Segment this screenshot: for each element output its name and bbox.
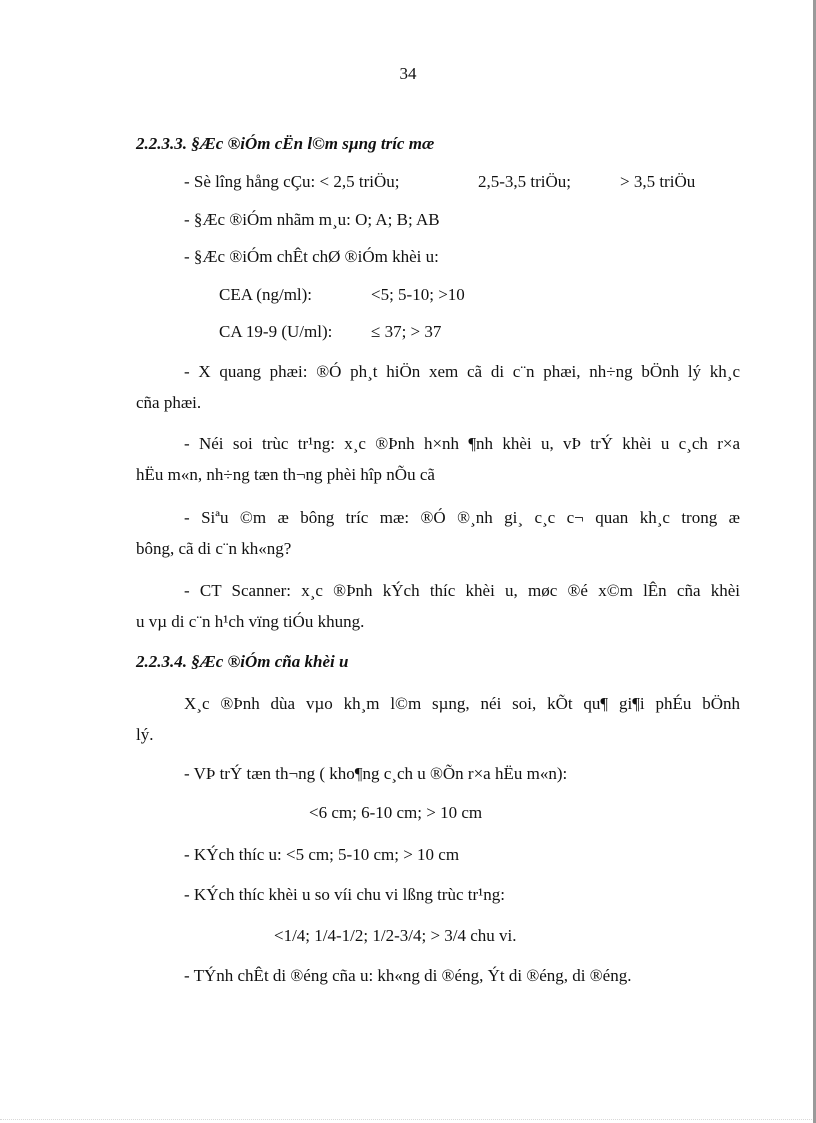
- paragraph-line: bông, cã di c¨n kh«ng?: [136, 539, 292, 558]
- paragraph-ct-scanner: [136, 575, 740, 637]
- cea-label: CEA (ng/ml):: [219, 285, 313, 304]
- paragraph-xray: [136, 356, 740, 418]
- list-item-location-values: <6 cm; 6-10 cm; > 10 cm: [309, 803, 483, 822]
- paragraph-line: - Néi soi trùc tr¹ng: x¸c ®Þnh h×nh ¶nh khèi u, vÞ trÝ khèi u c¸ch r×a: [184, 434, 740, 453]
- paragraph-tumor-intro: [136, 688, 740, 750]
- list-item-blood-group: - §Æc ®iÓm nhãm m¸u: O; A; B; AB: [184, 210, 440, 229]
- cea-values: <5; 5-10; >10: [371, 285, 465, 304]
- list-item-cea: [219, 285, 465, 305]
- page-number: 34: [399, 64, 417, 83]
- blood-count-range-2: 2,5-3,5 triÖu;: [478, 172, 572, 191]
- list-item-circumference: - KÝch thíc khèi u so víi chu vi lßng trùc tr¹ng:: [184, 885, 505, 904]
- list-item-blood-count: [184, 172, 696, 192]
- paragraph-line: cña phæi.: [136, 393, 202, 412]
- page-bottom-rule: [0, 1119, 816, 1120]
- paragraph-line: hËu m«n, nh÷ng tæn th¬ng phèi hîp nÕu cã: [136, 465, 435, 484]
- paragraph-line: lý.: [136, 725, 154, 744]
- blood-count-range-3: > 3,5 triÖu: [620, 172, 696, 191]
- list-item-lesion-location: - VÞ trÝ tæn th¬ng ( kho¶ng c¸ch u ®Õn r×a hËu m«n):: [184, 764, 568, 783]
- section-heading-2-2-3-4: 2.2.3.4. §Æc ®iÓm cña khèi u: [136, 652, 349, 671]
- paragraph-line: - X quang phæi: ®Ó ph¸t hiÖn xem cã di c¨n phæi, nh÷ng bÖnh lý kh¸c: [184, 362, 740, 381]
- paragraph-line: - Siªu ©m æ bông tríc mæ: ®Ó ®¸nh gi¸ c¸c c¬ quan kh¸c trong æ: [184, 508, 740, 527]
- blood-count-label: - Sè lîng hång cÇu: < 2,5 triÖu;: [184, 172, 400, 191]
- section-heading-2-2-3-3: 2.2.3.3. §Æc ®iÓm cËn l©m sµng tríc mæ: [136, 134, 435, 153]
- paragraph-line: u vµ di c¨n h¹ch vïng tiÓu khung.: [136, 612, 365, 631]
- paragraph-line: X¸c ®Þnh dùa vµo kh¸m l©m sµng, néi soi, kÕt qu¶ gi¶i phÉu bÖnh: [184, 694, 740, 713]
- paragraph-ultrasound: [136, 502, 740, 564]
- list-item-ca19-9: [219, 322, 442, 342]
- list-item-circumference-values: <1/4; 1/4-1/2; 1/2-3/4; > 3/4 chu vi.: [274, 926, 517, 945]
- list-item-mobility: - TÝnh chÊt di ®éng cña u: kh«ng di ®éng, Ýt di ®éng, di ®éng.: [184, 966, 632, 985]
- ca19-9-values: ≤ 37; > 37: [371, 322, 442, 341]
- list-item-tumor-size: - KÝch thíc u: <5 cm; 5-10 cm; > 10 cm: [184, 845, 460, 864]
- ca19-9-label: CA 19-9 (U/ml):: [219, 322, 333, 341]
- paragraph-endoscopy: [136, 428, 740, 490]
- paragraph-line: - CT Scanner: x¸c ®Þnh kÝch thíc khèi u, møc ®é x©m lÊn cña khèi: [184, 581, 740, 600]
- list-item-tumor-markers: - §Æc ®iÓm chÊt chØ ®iÓm khèi u:: [184, 247, 439, 266]
